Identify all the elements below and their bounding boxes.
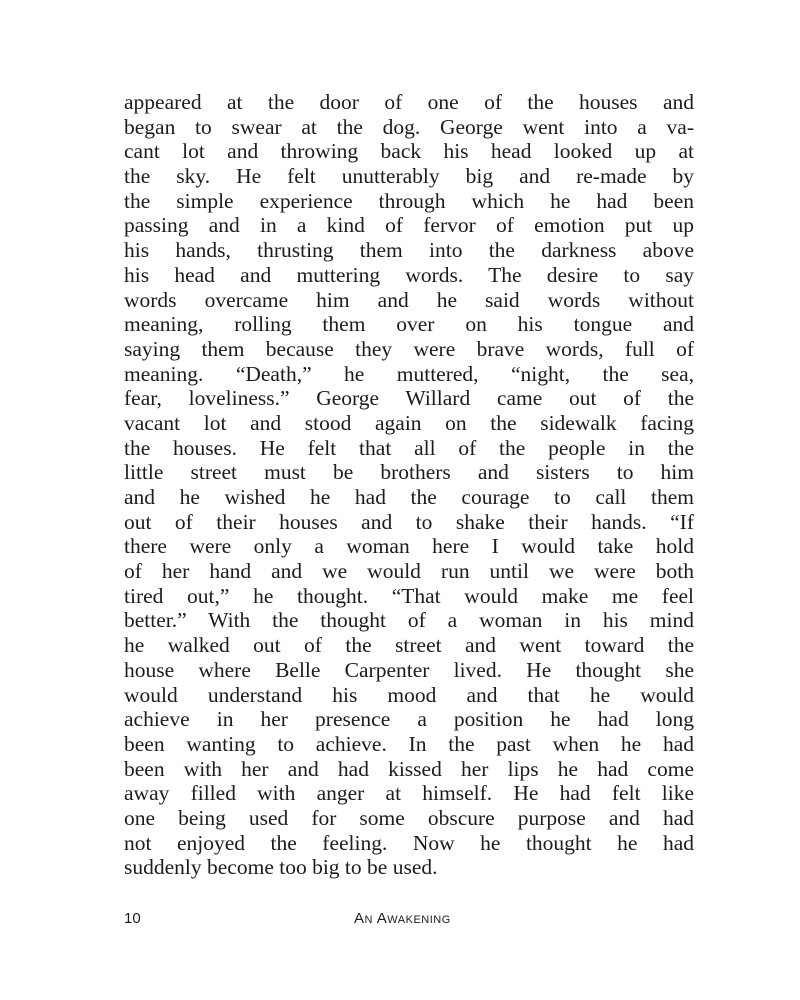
- text-line: passing and in a kind of fervor of emotion put up: [124, 213, 694, 238]
- text-line: of her hand and we would run until we were both: [124, 559, 694, 584]
- text-line: there were only a woman here I would take hold: [124, 534, 694, 559]
- text-line: words overcame him and he said words without: [124, 287, 694, 312]
- page-footer: [124, 908, 694, 930]
- text-line: and he wished he had the courage to call them: [124, 485, 694, 509]
- text-line: house where Belle Carpenter lived. He thought she: [124, 657, 694, 682]
- text-line: out of their houses and to shake their hands. “If: [124, 509, 694, 534]
- text-line: he walked out of the street and went toward the: [124, 633, 694, 658]
- text-line: the simple experience through which he had been: [124, 188, 694, 213]
- text-line: appeared at the door of one of the houses and: [124, 90, 694, 114]
- text-line: been with her and had kissed her lips he had come: [124, 756, 694, 781]
- running-head: An Awakening: [354, 910, 451, 927]
- text-line: one being used for some obscure purpose and had: [124, 805, 694, 830]
- text-line: his hands, thrusting them into the darkness above: [124, 238, 694, 263]
- text-line: saying them because they were brave words, full of: [124, 336, 694, 361]
- text-line: achieve in her presence a position he had long: [124, 707, 694, 732]
- text-line: the houses. He felt that all of the people in the: [124, 435, 694, 460]
- text-line: little street must be brothers and sisters to him: [124, 460, 694, 485]
- text-line: suddenly become too big to be used.: [124, 855, 438, 880]
- text-line: began to swear at the dog. George went into a va-: [124, 114, 694, 139]
- text-line: vacant lot and stood again on the sidewalk facing: [124, 410, 694, 435]
- text-line: cant lot and throwing back his head looked up at: [124, 139, 694, 164]
- text-line: better.” With the thought of a woman in his mind: [124, 608, 694, 633]
- text-line: meaning, rolling them over on his tongue and: [124, 312, 694, 337]
- text-line: the sky. He felt unutterably big and re-made by: [124, 164, 694, 189]
- text-line: fear, loveliness.” George Willard came out of the: [124, 386, 694, 411]
- text-line: would understand his mood and that he would: [124, 682, 694, 707]
- text-line: not enjoyed the feeling. Now he thought he had: [124, 830, 694, 855]
- text-line: been wanting to achieve. In the past when he had: [124, 731, 694, 756]
- text-line: away filled with anger at himself. He had felt like: [124, 781, 694, 806]
- page-number: 10: [124, 910, 141, 927]
- text-line: tired out,” he thought. “That would make me feel: [124, 583, 694, 608]
- text-line: his head and muttering words. The desire to say: [124, 262, 694, 287]
- body-text: [124, 90, 694, 880]
- text-line: meaning. “Death,” he muttered, “night, the sea,: [124, 361, 694, 386]
